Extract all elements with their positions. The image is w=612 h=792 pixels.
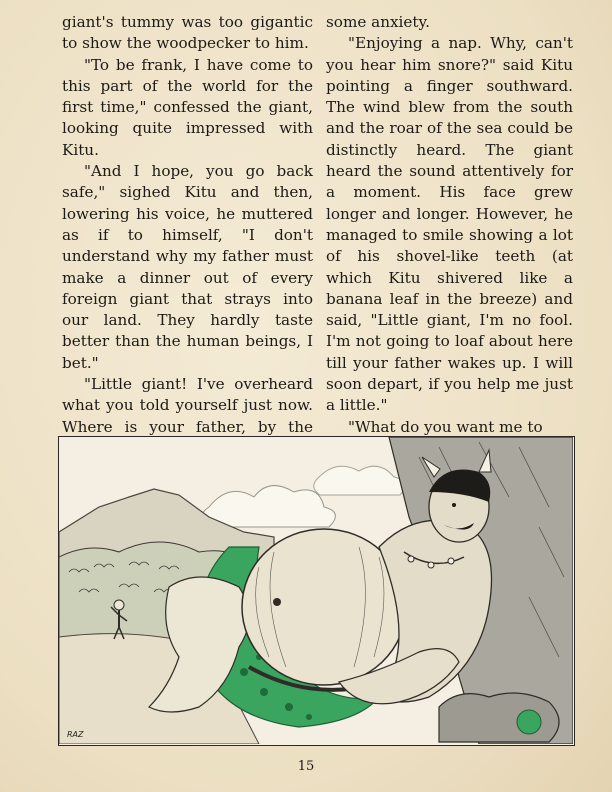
page-number: 15 [297, 759, 315, 774]
paragraph: giant's tummy was too gigantic to show the woodpecker to him. [62, 13, 313, 53]
navel [273, 598, 281, 606]
paragraph: "Enjoying a nap. Why, can't you hear him snore?" said Kitu pointing a finger southward. The wind blew from the south and the roar of the sea could be distinctly heard. The giant heard the sound attentively for a moment. His face grew longer and longer. However, he managed to smile showing a lot of his shovel-like teeth (at which Kitu shivered like a banana leaf in the breeze) and said, "Little giant, I'm no fool. I'm not going to loaf about here till your father wakes up. I will soon depart, if you help me just a little." [326, 34, 573, 415]
left-text-column [62, 12, 313, 459]
eye [452, 503, 456, 507]
paragraph: "What do you want me to [348, 417, 543, 436]
paragraph: some anxiety. [326, 13, 430, 31]
rocks [439, 693, 559, 742]
necklace-bead [408, 556, 414, 562]
paragraph: "And I hope, you go back safe," sighed Kitu and then, lowering his voice, he muttered as if to himself, "I don't understand why my father must make a dinner out of every foreign giant that strays into our land. They hardly taste better than the human beings, I bet." [62, 162, 313, 372]
necklace-bead [448, 558, 454, 564]
necklace-bead [428, 562, 434, 568]
bush [517, 710, 541, 734]
artist-signature: RAZ [67, 730, 84, 739]
illustration-drawing [59, 437, 573, 744]
giant-illustration [58, 436, 575, 746]
paragraph: "To be frank, I have come to this part of the world for the first time," confessed the giant, looking quite impressed with Kitu. [62, 55, 313, 159]
right-text-column [326, 12, 573, 438]
paragraph: "Little giant! I've overheard what you told yourself just now. Where is your father, by the [62, 375, 313, 436]
